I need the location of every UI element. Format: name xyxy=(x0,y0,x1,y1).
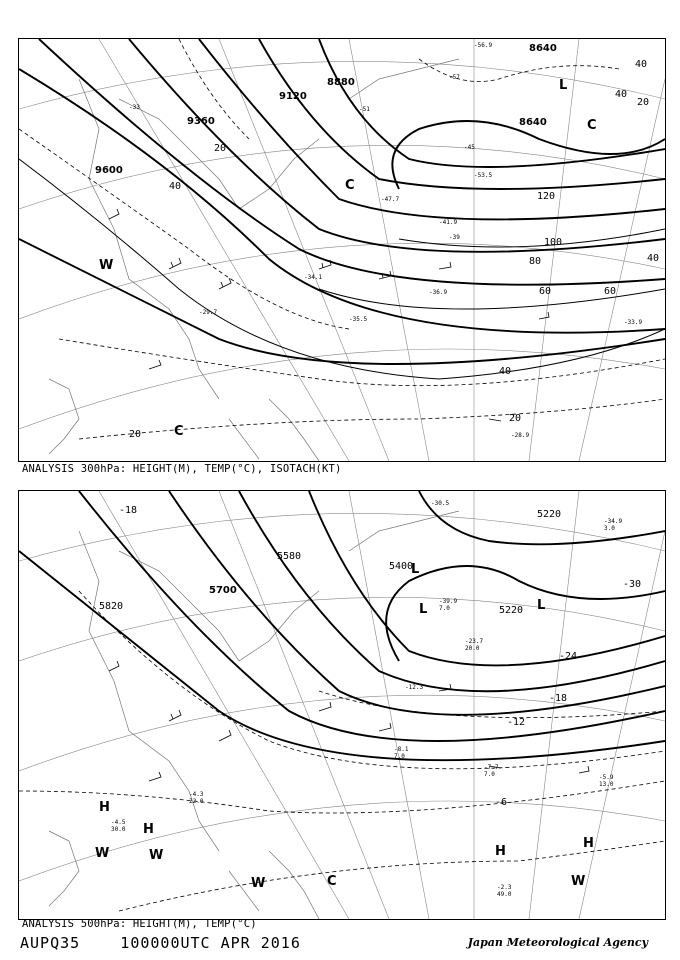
isotach-label: 40 xyxy=(635,59,648,70)
low-pressure-mark: L xyxy=(537,598,546,613)
chart-code-and-time: AUPQ35 100000UTC APR 2016 xyxy=(20,934,301,952)
wind-barbs xyxy=(109,209,552,421)
height-label: 5220 xyxy=(537,509,562,520)
temp-contour-label: -6 xyxy=(495,797,508,808)
station-value: 30.0 xyxy=(111,826,126,833)
station-value: 20.0 xyxy=(465,645,480,652)
station-value: -4.3 xyxy=(189,791,204,798)
station-value: 7.0 xyxy=(484,771,495,778)
warm-mark: W xyxy=(149,848,164,863)
isotach-contours xyxy=(19,159,665,379)
caption-500hpa: ANALYSIS 500hPa: HEIGHT(M), TEMP(°C) xyxy=(22,918,257,930)
temp-contours xyxy=(19,591,665,911)
temp-label: -47.7 xyxy=(381,196,400,203)
station-value: 7.0 xyxy=(394,753,405,760)
temp-label: -53.5 xyxy=(474,172,493,179)
station-value: 7.0 xyxy=(439,605,450,612)
station-value: 3.0 xyxy=(604,525,615,532)
high-pressure-mark: H xyxy=(99,800,110,815)
station-value: -8.1 xyxy=(394,746,409,753)
station-value: 49.0 xyxy=(497,891,512,898)
temp-contour-label: -30 xyxy=(623,579,642,590)
isotherms xyxy=(19,39,665,439)
isotach-label: 40 xyxy=(499,366,512,377)
temp-contour-label: -18 xyxy=(549,693,568,704)
high-pressure-mark: H xyxy=(143,822,154,837)
station-value: -2.3 xyxy=(497,884,512,891)
isotach-label: 20 xyxy=(509,413,522,424)
station-value: -12.3 xyxy=(405,684,424,691)
station-value: 13.0 xyxy=(599,781,614,788)
height-label: 5220 xyxy=(499,605,524,616)
map-panel-300hpa xyxy=(18,38,666,462)
temp-label: -45 xyxy=(464,144,475,151)
map-panel-500hpa xyxy=(18,490,666,920)
station-value: -4.5 xyxy=(111,819,126,826)
cold-mark: C xyxy=(345,178,355,193)
isotach-label: 40 xyxy=(647,253,660,264)
height-label: 8640 xyxy=(529,43,557,54)
temp-contour-label: -18 xyxy=(119,505,138,516)
low-pressure-mark: L xyxy=(559,78,568,93)
high-pressure-mark: H xyxy=(583,836,594,851)
high-pressure-mark: H xyxy=(495,844,506,859)
height-label: 8880 xyxy=(327,77,355,88)
low-pressure-mark: L xyxy=(419,602,428,617)
warm-mark: W xyxy=(99,258,114,273)
cold-mark: C xyxy=(174,424,184,439)
height-label: 5580 xyxy=(277,551,302,562)
station-value: -30.5 xyxy=(431,500,450,507)
height-label: 5820 xyxy=(99,601,124,612)
station-value: -5.9 xyxy=(599,774,614,781)
isotach-label: 20 xyxy=(214,143,227,154)
graticule xyxy=(19,39,665,461)
isotach-label: 40 xyxy=(615,89,628,100)
warm-mark: W xyxy=(95,846,110,861)
warm-mark: W xyxy=(571,874,586,889)
temp-label: -56.9 xyxy=(474,42,493,49)
isotach-label: 100 xyxy=(544,237,563,248)
temp-label: -28.9 xyxy=(511,432,530,439)
isotach-label: 120 xyxy=(537,191,556,202)
temp-label: -36.9 xyxy=(429,289,448,296)
temp-contour-label: -12 xyxy=(507,717,526,728)
station-value: -34.9 xyxy=(604,518,623,525)
coastlines xyxy=(49,511,459,919)
height-label: 5400 xyxy=(389,561,414,572)
temp-label: -57 xyxy=(449,74,460,81)
isotach-label: 60 xyxy=(604,286,617,297)
temp-label: -34.1 xyxy=(304,274,323,281)
cold-mark: C xyxy=(327,874,337,889)
caption-300hpa: ANALYSIS 300hPa: HEIGHT(M), TEMP(°C), ISOTACH(KT) xyxy=(22,463,342,475)
height-label: 9120 xyxy=(279,91,307,102)
warm-mark: W xyxy=(251,876,266,891)
isotach-label: 60 xyxy=(539,286,552,297)
temp-label: -33 xyxy=(129,104,140,111)
temp-label: -39 xyxy=(449,234,460,241)
map-300hpa-svg xyxy=(19,39,665,461)
height-label: 9360 xyxy=(187,116,215,127)
agency-name: Japan Meteorological Agency xyxy=(467,936,648,949)
isotach-label: 80 xyxy=(529,256,542,267)
temp-label: -33.9 xyxy=(624,319,643,326)
height-contours xyxy=(19,491,665,760)
temp-label: -51 xyxy=(359,106,370,113)
cold-mark: C xyxy=(587,118,597,133)
station-value: -23.7 xyxy=(465,638,484,645)
station-value: 22.0 xyxy=(189,798,204,805)
map-500hpa-svg xyxy=(19,491,665,919)
isotach-label: 20 xyxy=(129,429,142,440)
temp-label: -41.9 xyxy=(439,219,458,226)
low-pressure-mark: L xyxy=(411,562,420,577)
station-value: -39.9 xyxy=(439,598,458,605)
isotach-label: 40 xyxy=(169,181,182,192)
station-value: -7.7 xyxy=(484,764,499,771)
height-label: 5700 xyxy=(209,585,237,596)
height-label: 8640 xyxy=(519,117,547,128)
temp-label: -29.7 xyxy=(199,309,218,316)
temp-contour-label: -24 xyxy=(559,651,578,662)
isotach-label: 20 xyxy=(637,97,650,108)
temp-label: -35.5 xyxy=(349,316,368,323)
height-label: 9600 xyxy=(95,165,123,176)
